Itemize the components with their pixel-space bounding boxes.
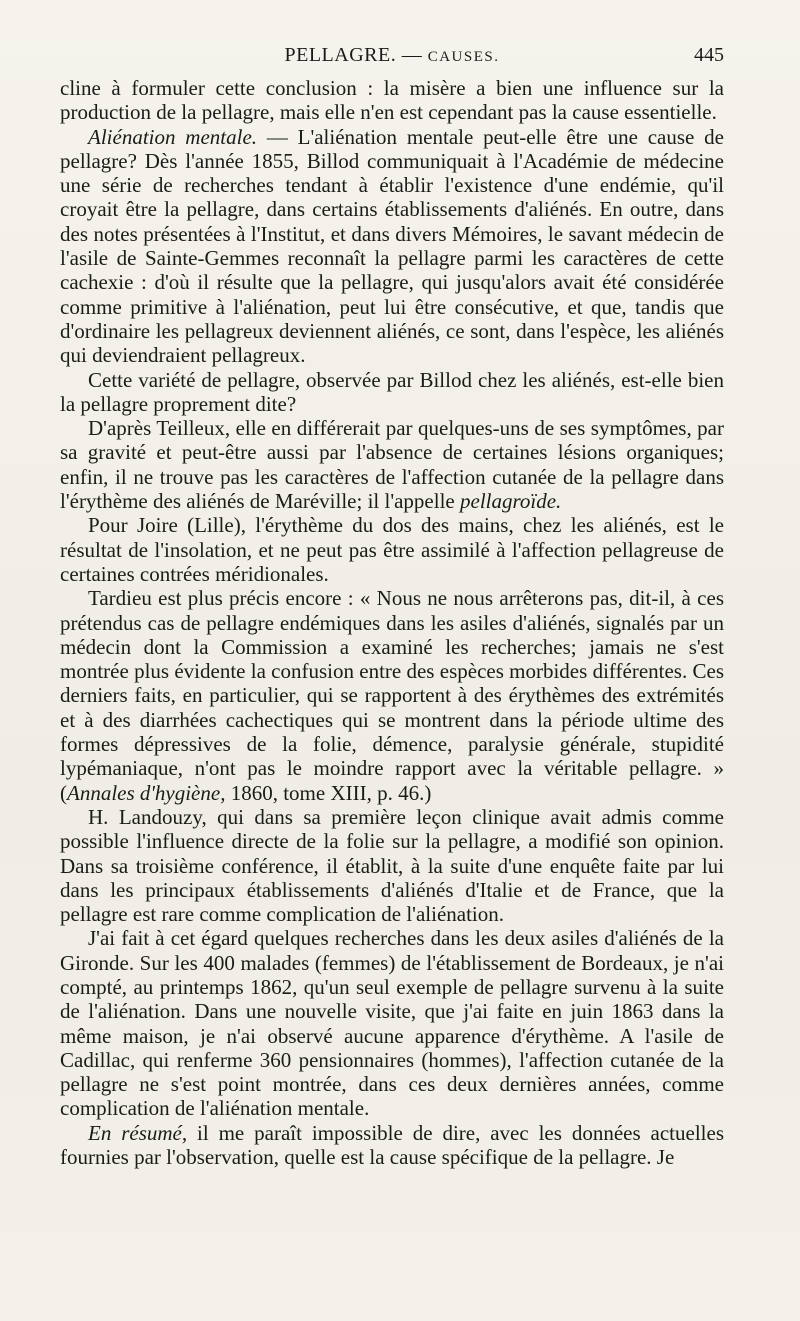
running-title-section: CAUSES. bbox=[427, 49, 500, 65]
paragraph-tardieu: Tardieu est plus précis encore : « Nous ne nous arrêterons pas, dit-il, à ces prétendus cas de pellagre endémiques dans les asiles d'aliénés, signalés par un médecin dont la Commission a examiné les recherches; jamais ne s'est montrée plus évidente la confusion entre des espèces morbides différentes. Ces derniers faits, en particulier, qui se rapportent à des érythèmes des extrémités et à des diarrhées cachectiques qui se montrent dans la période ultime des formes dépressives de la folie, démence, paralysie générale, stupidité lypémaniaque, n'ont pas le moindre rapport avec la véritable pellagre. » (Annales d'hygiène, 1860, tome XIII, p. 46.) bbox=[60, 586, 724, 805]
term-pellagroide: pellagroïde. bbox=[460, 489, 562, 514]
citation-title: Annales d'hygiène, bbox=[67, 780, 226, 805]
paragraph-variete: Cette variété de pellagre, observée par Billod chez les aliénés, est-elle bien la pellagre proprement dite? bbox=[60, 367, 724, 416]
paragraph-teilleux: D'après Teilleux, elle en différerait par quelques-uns de ses symptômes, par sa gravité et peut-être aussi par l'absence de certaines lésions organiques; enfin, il ne trouve pas les caractères de l'affection cutanée de la pellagre dans l'érythème des aliénés de Maréville; il l'appelle pellagroïde. bbox=[60, 416, 724, 514]
running-head bbox=[60, 40, 724, 70]
paragraph-gironde: J'ai fait à cet égard quelques recherches dans les deux asiles d'aliénés de la Gironde. Sur les 400 malades (femmes) de l'établissement de Bordeaux, je n'ai compté, au printemps 1862, qu'un seul exemple de pellagre survenu à la suite de l'aliénation. Dans une nouvelle visite, que j'ai faite en juin 1863 dans la même maison, je n'ai observé aucune apparence d'érythème. A l'asile de Cadillac, qui renferme 360 pensionnaires (hommes), l'affection cutanée de la pellagre ne s'est point montrée, dans ces deux dernières années, comme complication de l'aliénation mentale. bbox=[60, 926, 724, 1121]
page-number: 445 bbox=[694, 44, 724, 66]
section-lead-italic: En résumé, bbox=[88, 1120, 188, 1145]
paragraph-joire: Pour Joire (Lille), l'érythème du dos des mains, chez les aliénés, est le résultat de l'insolation, et ne peut pas être assimilé à l'affection pellagreuse de certaines contrées méridionales. bbox=[60, 513, 724, 586]
running-title bbox=[60, 40, 724, 72]
running-title-main: PELLAGRE. — bbox=[284, 44, 428, 66]
section-lead-italic: Aliénation mentale. bbox=[88, 124, 258, 149]
paragraph-en-resume: En résumé, il me paraît impossible de dire, avec les données actuelles fournies par l'observation, quelle est la cause spécifique de la pellagre. Je bbox=[60, 1120, 724, 1170]
paragraph-landouzy: H. Landouzy, qui dans sa première leçon clinique avait admis comme possible l'influence directe de la folie sur la pellagre, a modifié son opinion. Dans sa troisième conférence, il établit, à la suite d'une enquête faite par lui dans les principaux établissements d'aliénés d'Italie et de France, que la pellagre est rare comme complication de l'aliénation. bbox=[60, 804, 724, 927]
paragraph-alienation-mentale: Aliénation mentale. — L'aliénation mentale peut-elle être une cause de pellagre? Dès l'année 1855, Billod communiquait à l'Académie de médecine une série de recherches tendant à établir l'existence d'une endémie, qu'il croyait être la pellagre, dans certains établissements d'aliénés. En outre, dans des notes présentées à l'Institut, et dans divers Mémoires, le savant médecin de l'asile de Sainte-Gemmes reconnaît la pellagre parmi les caractères de cette cachexie : d'où il résulte que la pellagre, qui jusqu'alors avait été considérée comme primitive à l'aliénation, peut lui être consécutive, et que, tandis que d'ordinaire les pellagreux deviennent aliénés, ce sont, dans l'espèce, les aliénés qui deviendraient pellagreux. bbox=[60, 124, 724, 368]
paragraph-continuation: cline à formuler cette conclusion : la misère a bien une influence sur la production de la pellagre, mais elle n'en est cependant pas la cause essentielle. bbox=[60, 76, 724, 125]
body-text bbox=[60, 76, 724, 1169]
